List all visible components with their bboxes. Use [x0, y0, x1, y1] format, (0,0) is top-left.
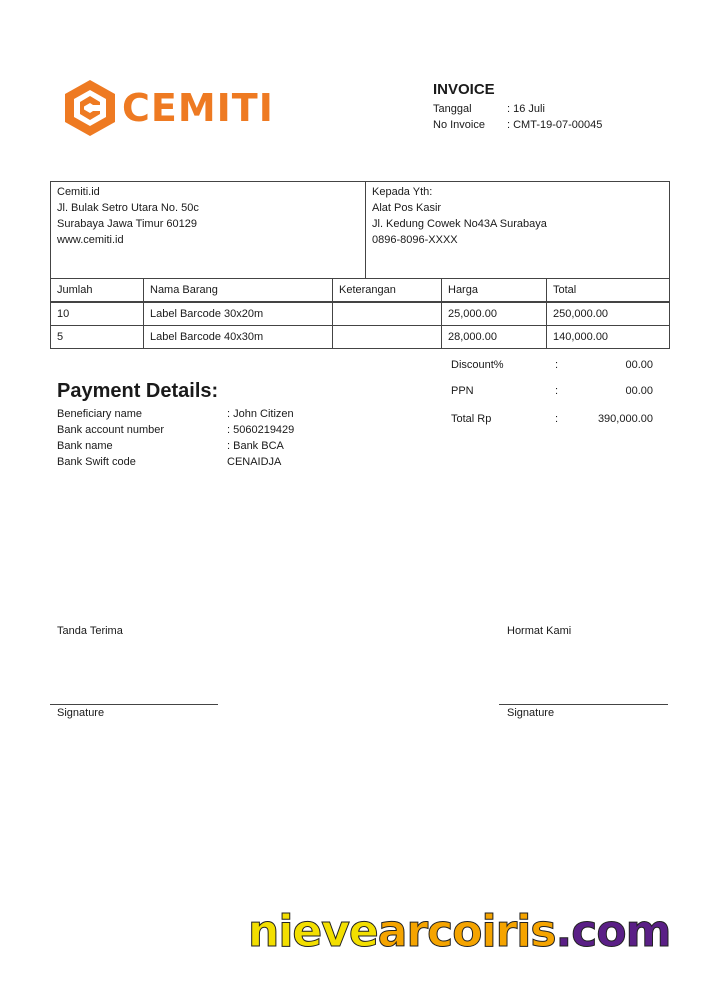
ppn-row [451, 385, 657, 397]
cell-description [333, 303, 442, 325]
invoice-number-row [433, 119, 602, 131]
cell-price: 25,000.00 [442, 303, 547, 325]
table-header-row [51, 279, 669, 303]
payment-label: Bank account number [57, 424, 165, 436]
company-logo [62, 78, 272, 138]
total-label: Total Rp [451, 413, 492, 425]
watermark-part: nieve [248, 906, 378, 957]
payment-title: Payment Details: [57, 380, 219, 402]
column-header: Harga [442, 279, 547, 301]
watermark-part: arcoiris [377, 906, 556, 957]
discount-label: Discount% [451, 359, 504, 371]
date-label: Tanggal [433, 103, 472, 115]
sender-signature-line [499, 704, 668, 705]
brand-name: CEMITI [122, 86, 274, 130]
date-value: : 16 Juli [507, 103, 545, 115]
payment-row [57, 424, 294, 436]
sender-address [51, 182, 366, 278]
sender-title: Hormat Kami [507, 625, 572, 637]
receiver-title: Tanda Terima [57, 625, 123, 637]
sender-line: Cemiti.id [57, 186, 100, 198]
cell-item-name: Label Barcode 30x20m [144, 303, 333, 325]
invoice-number-label: No Invoice [433, 119, 485, 131]
column-header: Keterangan [333, 279, 442, 301]
column-header: Jumlah [51, 279, 144, 301]
payment-label: Bank Swift code [57, 456, 136, 468]
sender-line: Surabaya Jawa Timur 60129 [57, 218, 198, 230]
colon: : [555, 359, 559, 371]
payment-row [57, 456, 281, 468]
payment-value: : 5060219429 [227, 424, 295, 436]
recipient-line: 0896-8096-XXXX [372, 234, 458, 246]
colon: : [555, 413, 559, 425]
table-row [51, 303, 669, 326]
sender-line: Jl. Bulak Setro Utara No. 50c [57, 202, 199, 214]
watermark-part: .com [555, 906, 671, 957]
recipient-line: Kepada Yth: [372, 186, 433, 198]
table-row [51, 326, 669, 348]
invoice-table [50, 181, 670, 349]
payment-row [57, 440, 284, 452]
cell-price: 28,000.00 [442, 326, 547, 348]
receiver-signature-label: Signature [57, 707, 105, 719]
invoice-number-value: : CMT-19-07-00045 [507, 119, 603, 131]
payment-value: : John Citizen [227, 408, 294, 420]
ppn-value: 00.00 [625, 385, 653, 397]
cell-total: 250,000.00 [553, 308, 609, 320]
cemiti-logo-icon [62, 78, 118, 138]
receiver-signature-line [50, 704, 218, 705]
colon: : [555, 385, 559, 397]
discount-value: 00.00 [625, 359, 653, 371]
payment-label: Beneficiary name [57, 408, 142, 420]
watermark [248, 906, 670, 957]
payment-row [57, 408, 294, 420]
sender-signature-label: Signature [507, 707, 555, 719]
sender-line: www.cemiti.id [57, 234, 124, 246]
payment-value: : Bank BCA [227, 440, 284, 452]
cell-quantity: 10 [51, 303, 144, 325]
column-header: Nama Barang [144, 279, 333, 301]
recipient-line: Alat Pos Kasir [372, 202, 442, 214]
cell-quantity: 5 [51, 326, 144, 348]
invoice-title: INVOICE [433, 81, 495, 98]
total-row [451, 413, 657, 425]
discount-row [451, 359, 657, 371]
payment-label: Bank name [57, 440, 113, 452]
cell-total: 140,000.00 [553, 331, 609, 343]
ppn-label: PPN [451, 385, 474, 397]
address-block [51, 182, 669, 279]
column-header: Total [553, 284, 577, 296]
recipient-address [366, 182, 553, 278]
payment-value: CENAIDJA [227, 456, 282, 468]
total-value: 390,000.00 [597, 413, 653, 425]
recipient-line: Jl. Kedung Cowek No43A Surabaya [372, 218, 547, 230]
cell-description [333, 326, 442, 348]
cell-item-name: Label Barcode 40x30m [144, 326, 333, 348]
invoice-date-row [433, 103, 545, 115]
